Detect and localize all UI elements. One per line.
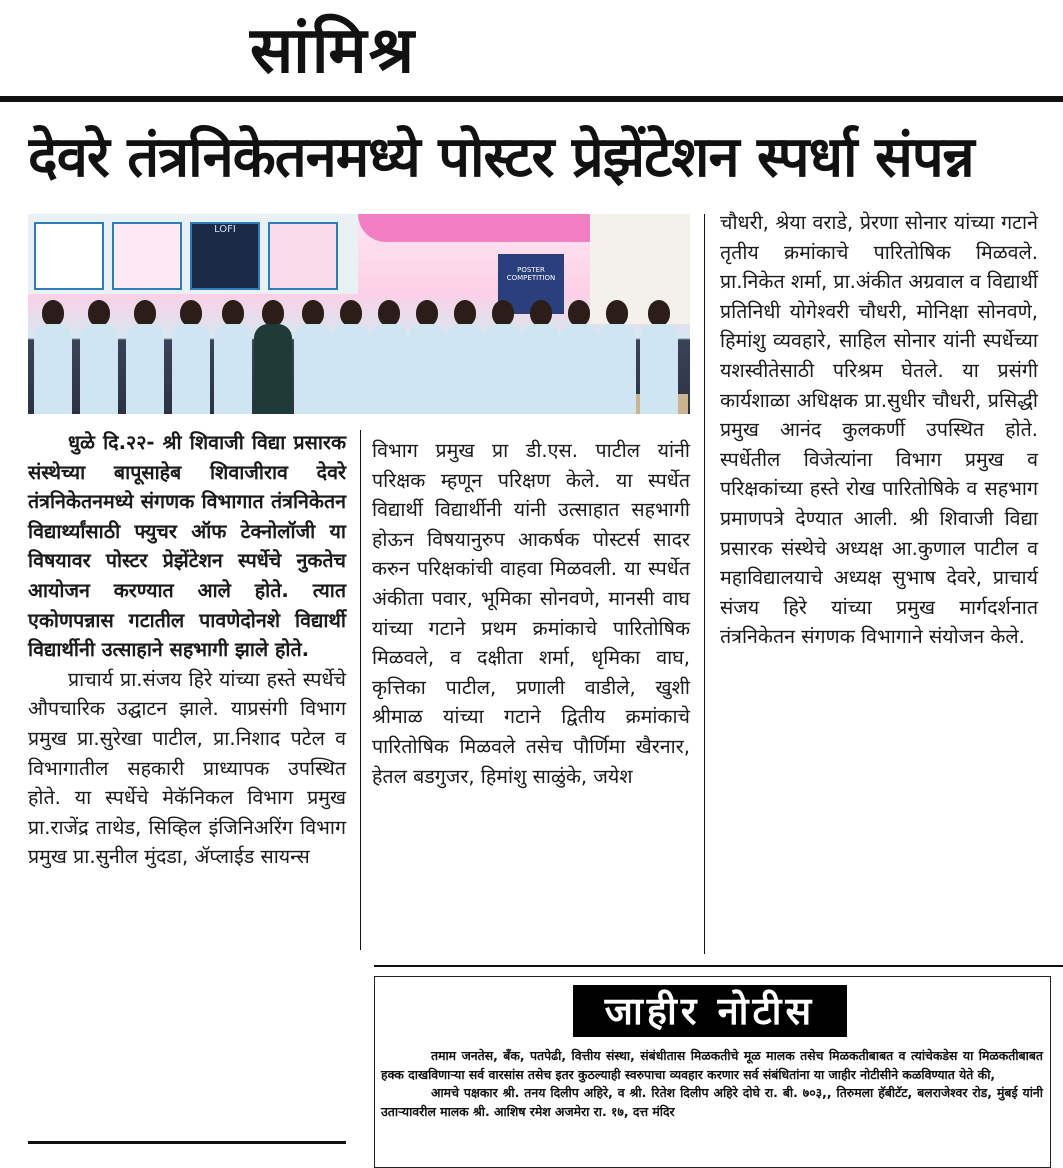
public-notice (374, 976, 1051, 1168)
article-column-1 (28, 428, 346, 872)
student (294, 300, 332, 414)
section-title: सांमिश्र (250, 14, 416, 88)
notice-body (381, 1047, 1043, 1121)
article-column-3 (720, 208, 1038, 652)
column-divider (704, 214, 705, 954)
notice-title: जाहीर नोटीस (573, 985, 847, 1037)
student (332, 300, 370, 414)
student (640, 300, 678, 414)
article-paragraph: प्राचार्य प्रा.संजय हिरे यांच्या हस्ते स्पर्धेचे औपचारिक उद्घाटन झाले. याप्रसंगी विभाग प्रमुख प्रा.सुरेखा पाटील, प्रा.निशाद पटेल व विभागातील सहकारी प्राध्यापक उपस्थित होते. या स्पर्धेचे मेकॅनिकल विभाग प्रमुख प्रा.राजेंद्र ताथेड, सिव्हिल इंजिनिअरिंग विभाग प्रमुख प्रा.सुनील मुंदडा, ॲप्लाईड सायन्स (28, 667, 346, 869)
poster-competition-board: POSTER COMPETITION (498, 254, 564, 314)
column-divider (360, 430, 361, 950)
student-group (28, 274, 690, 414)
article-headline: देवरे तंत्रनिकेतनमध्ये पोस्टर प्रेझेंटेशन स्पर्धा संपन्न (28, 125, 974, 190)
student (560, 300, 598, 414)
article-photo (28, 214, 690, 414)
notice-top-rule (374, 965, 1063, 967)
column-end-rule (28, 1141, 346, 1144)
student (522, 300, 560, 414)
student (446, 300, 484, 414)
student (598, 300, 636, 414)
notice-paragraph: आमचे पक्षकार श्री. तनय दिलीप अहिरे, व श्री. रितेश दिलीप अहिरे दोघे रा. बी. ७०३,, तिरुमला हॅबीटॅट, बलराजेश्वर रोड, मुंबई यांनी उताऱ्यावरील मालक श्री. आशिष रमेश अजमेरा रा. १७, दत्त मंदिर (381, 1085, 1043, 1119)
article-column-2 (372, 436, 690, 791)
student (214, 300, 252, 414)
student (370, 300, 408, 414)
student (172, 300, 210, 414)
article-paragraph: विभाग प्रमुख प्रा डी.एस. पाटील यांनी परिक्षक म्हणून परिक्षण केले. या स्पर्धेत विद्यार्थी विद्यार्थीनी यांनी उत्साहात सहभागी होऊन विषयानुरुप आकर्षक पोस्टर्स सादर करुन परिक्षकांची वाहवा मिळवली. या स्पर्धेत अंकीता पवार, भूमिका सोनवणे, मानसी वाघ यांच्या गटाने प्रथम क्रमांकाचे पारितोषिक मिळवले, व दक्षीता शर्मा, धृमिका वाघ, कृत्तिका पाटील, प्रणाली वाडीले, खुशी श्रीमाळ यांच्या गटाने द्वितीय क्रमांकाचे पारितोषिक मिळवले तसेच पौर्णिमा खैरनार, हेतल बडगुजर, हिमांशु साळुंके, जयेश (372, 439, 690, 788)
masthead-rule (0, 96, 1063, 102)
student (34, 300, 72, 414)
article-lead-paragraph: धुळे दि.२२- श्री शिवाजी विद्या प्रसारक संस्थेच्या बापूसाहेब शिवाजीराव देवरे तंत्रनिकेतनमध्ये संगणक विभागात तंत्रनिकेतन विद्यार्थ्यांसाठी फ्युचर ऑफ टेक्नोलॉजी या विषयावर पोस्टर प्रेझेंटेशन स्पर्धेचे नुकतेच आयोजन करण्यात आले होते. त्यात एकोणपन्नास गटातील पावणेदोनशे विद्यार्थी विद्यार्थीनी उत्साहाने सहभागी झाले होते. (28, 431, 346, 662)
article-paragraph: चौधरी, श्रेया वराडे, प्रेरणा सोनार यांच्या गटाने तृतीय क्रमांकाचे पारितोषिक मिळवले. प्रा.निकेत शर्मा, प्रा.अंकीत अग्रवाल व विद्यार्थी प्रतिनिधी योगेश्वरी चौधरी, मोनिक्षा सोनवणे, हिमांशु व्यवहारे, साहिल सोनार यांनी स्पर्धेच्या यशस्वीतेसाठी परिश्रम घेतले. या प्रसंगी कार्यशाळा अधिक्षक प्रा.सुधीर चौधरी, प्रसिद्धी प्रमुख आनंद कुलकर्णी उपस्थित होते. स्पर्धेतील विजेत्यांना विभाग प्रमुख व परिक्षकांच्या हस्ते रोख पारितोषिके व सहभाग प्रमाणपत्रे देण्यात आली. श्री शिवाजी विद्या प्रसारक संस्थेचे अध्यक्ष आ.कुणाल पाटील व महाविद्यालयाचे अध्यक्ष सुभाष देवरे, प्राचार्य संजय हिरे यांच्या प्रमुख मार्गदर्शनात तंत्रनिकेतन संगणक विभागाने संयोजन केले. (720, 211, 1038, 649)
student (126, 300, 164, 414)
poster-lofi: LOFI (190, 222, 260, 290)
student (254, 300, 292, 414)
student (484, 300, 522, 414)
student (80, 300, 118, 414)
pink-banner (358, 214, 618, 242)
notice-paragraph: तमाम जनतेस, बँक, पतपेढी, वित्तीय संस्था, संबंधीतास मिळकतीचे मूळ मालक तसेच मिळकतीबाबत व त्यांचेकडेस या मिळकतीबाबत हक्क दाखविणाऱ्या सर्व वारसांस तसेच इतर कुठल्याही स्वरुपाचा व्यवहार करणार सर्व संबंधितांना या जाहीर नोटीसीने कळविण्यात येते की, (381, 1048, 1043, 1082)
student (408, 300, 446, 414)
